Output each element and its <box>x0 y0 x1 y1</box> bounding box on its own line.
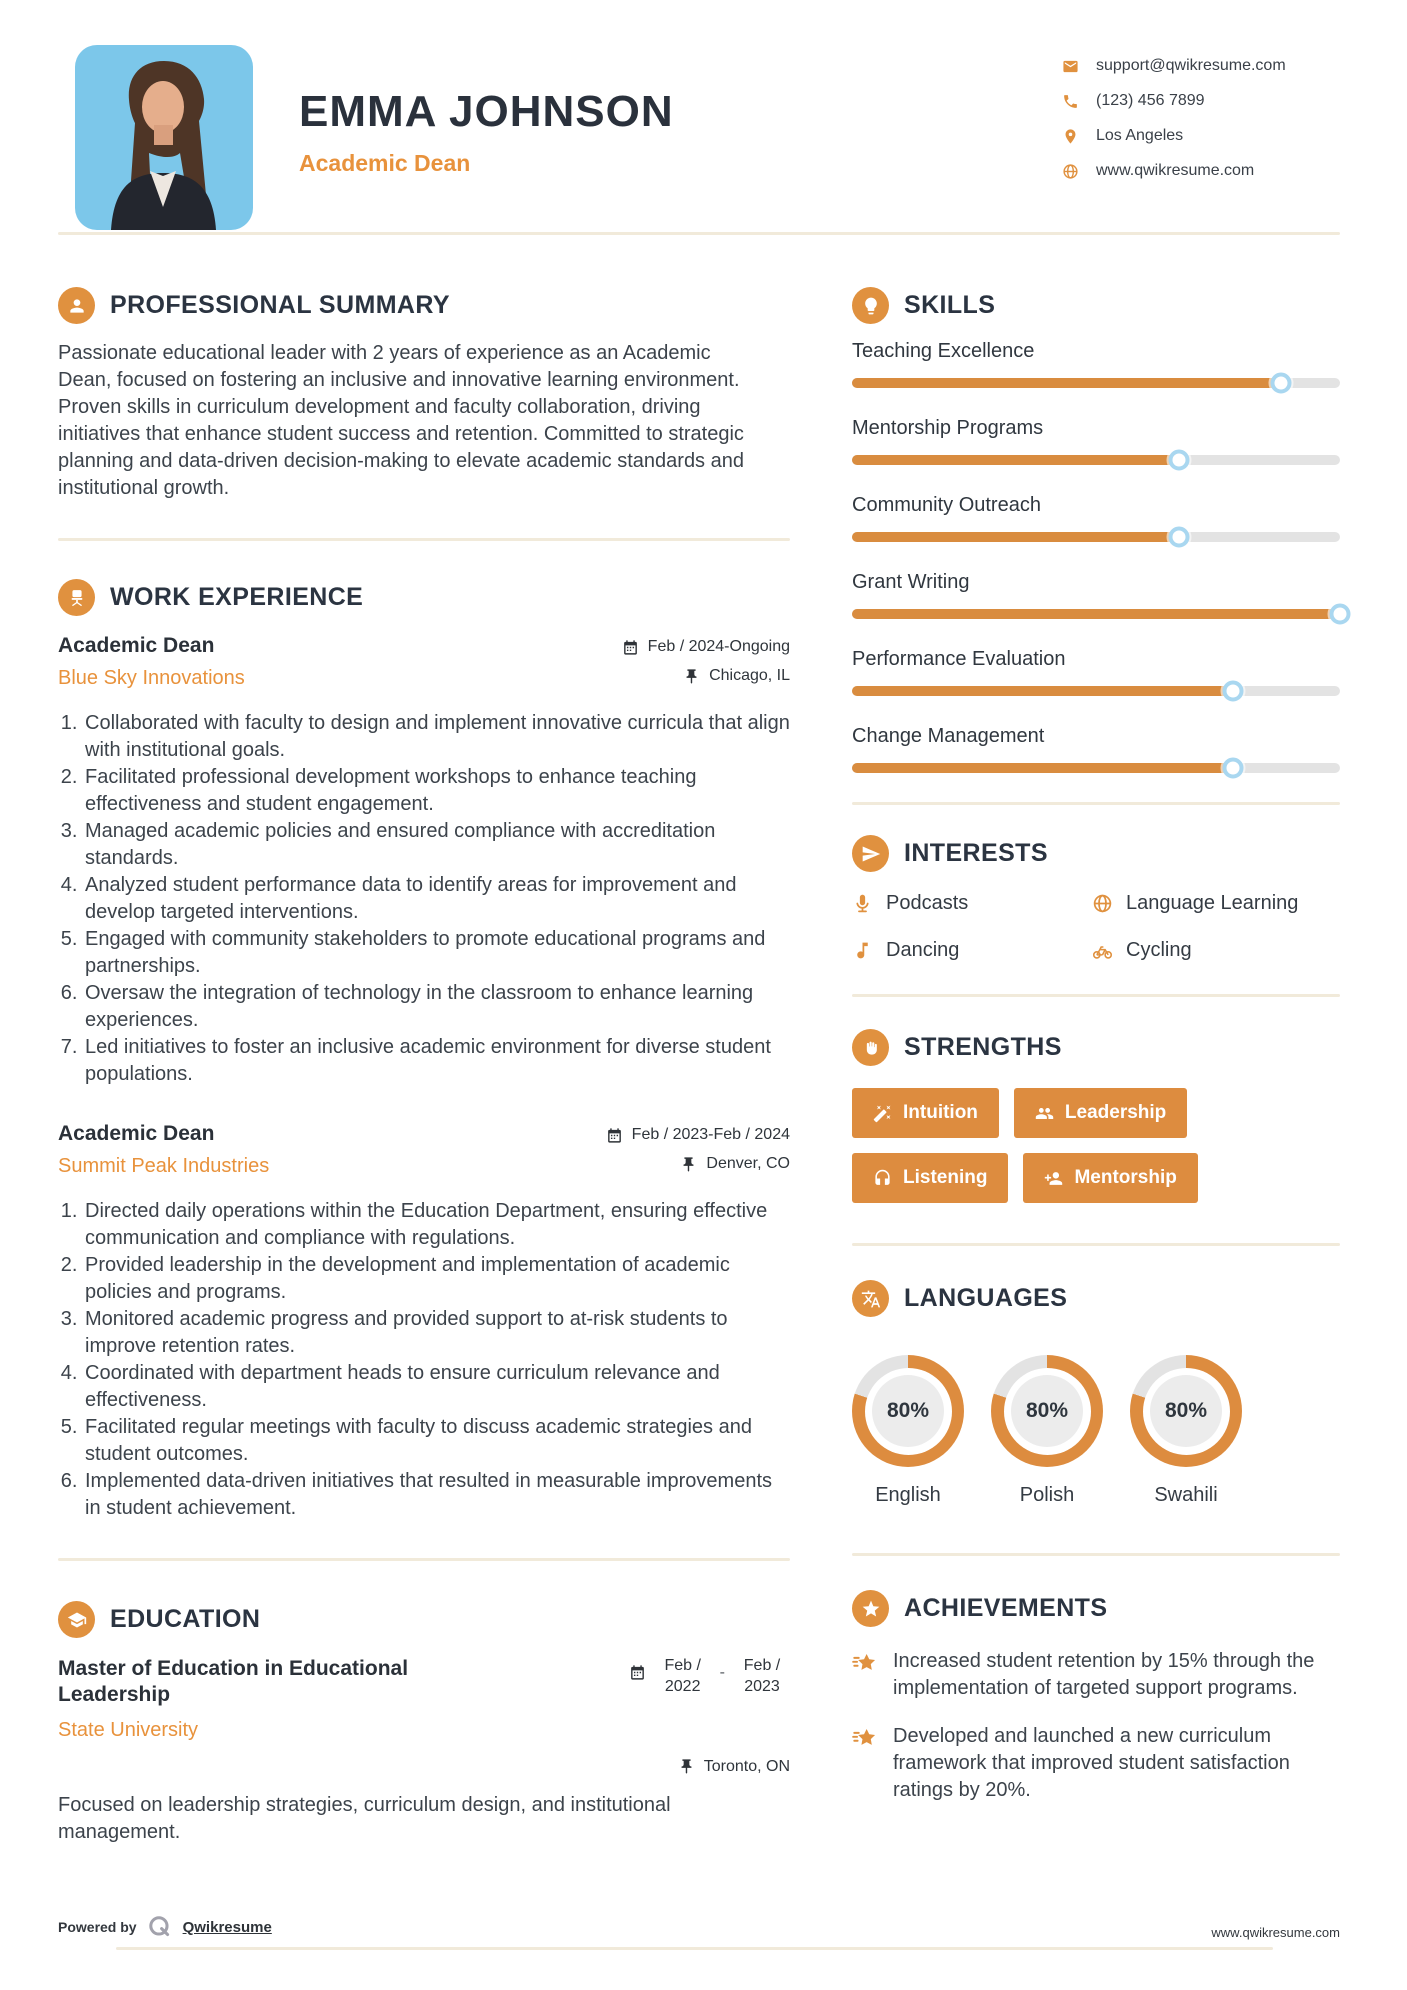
interest-item <box>1092 939 1340 962</box>
skills-divider <box>852 802 1340 805</box>
person-job-title: Academic Dean <box>299 150 471 176</box>
strengths-heading-row <box>852 1029 1340 1066</box>
language-item <box>1130 1355 1242 1507</box>
shooting-star-icon <box>852 1725 879 1752</box>
lightbulb-icon <box>852 287 889 324</box>
bullet-item: 2. Facilitated professional development workshops to enhance teaching effectiveness and student engagement. <box>83 764 790 818</box>
strengths-divider <box>852 1243 1340 1246</box>
language-percent: 80% <box>1150 1375 1222 1447</box>
language-percent: 80% <box>1011 1375 1083 1447</box>
job-location: Chicago, IL <box>709 667 790 684</box>
contact-website[interactable]: www.qwikresume.com <box>1096 162 1255 179</box>
pushpin-icon <box>678 1758 695 1775</box>
skill-slider <box>852 763 1340 773</box>
job-header <box>58 634 790 690</box>
job-title-block <box>58 634 245 690</box>
strength-chip <box>852 1088 999 1138</box>
strength-label: Mentorship <box>1074 1167 1177 1188</box>
contact-email-row <box>1062 57 1340 75</box>
bullet-item: 3. Managed academic policies and ensured compliance with accreditation standards. <box>83 818 790 872</box>
achievements-heading-row <box>852 1590 1340 1627</box>
skill-knob <box>1168 450 1189 471</box>
job-entry <box>58 634 790 1088</box>
education-heading-row <box>58 1601 790 1638</box>
location-icon <box>1062 128 1079 145</box>
job-company: Blue Sky Innovations <box>58 667 245 689</box>
content-columns <box>0 235 1407 1846</box>
pushpin-icon <box>683 668 700 685</box>
job-meta <box>606 1122 790 1173</box>
skill-fill <box>852 455 1179 465</box>
microphone-icon <box>852 893 873 914</box>
job-title-block <box>58 1122 269 1178</box>
bullet-item: 1. Collaborated with faculty to design and implement innovative curricula that align with institutional goals. <box>83 710 790 764</box>
achievements-heading: ACHIEVEMENTS <box>904 1594 1108 1622</box>
bullet-item: 7. Led initiatives to foster an inclusive academic environment for diverse student populations. <box>83 1034 790 1088</box>
summary-divider <box>58 538 790 541</box>
achievement-item <box>852 1723 1340 1804</box>
skill-knob <box>1271 373 1292 394</box>
language-percent: 80% <box>872 1375 944 1447</box>
qwikresume-link[interactable]: Qwikresume <box>182 1918 272 1936</box>
portrait-illustration <box>75 45 253 230</box>
calendar-icon <box>622 639 639 656</box>
bullet-item: 5. Engaged with community stakeholders to promote educational programs and partnerships. <box>83 926 790 980</box>
skill-fill <box>852 532 1179 542</box>
job-dates-row <box>606 1126 790 1144</box>
skill-label: Change Management <box>852 725 1045 747</box>
contact-location-row <box>1062 127 1340 145</box>
job-entry <box>58 1122 790 1522</box>
contact-location: Los Angeles <box>1096 127 1184 144</box>
calendar-icon <box>606 1127 623 1144</box>
profile-photo <box>75 45 253 230</box>
bullet-item: 3. Monitored academic progress and provided support to at-risk students to improve retention rates. <box>83 1306 790 1360</box>
star-icon <box>852 1590 889 1627</box>
skill-fill <box>852 609 1340 619</box>
strengths-heading: STRENGTHS <box>904 1033 1062 1061</box>
languages-heading-row <box>852 1280 1340 1317</box>
skills-heading: SKILLS <box>904 291 996 319</box>
phone-icon <box>1062 93 1079 110</box>
skill-row <box>852 571 1340 619</box>
languages-divider <box>852 1553 1340 1556</box>
language-name: Swahili <box>1154 1484 1218 1506</box>
language-item <box>852 1355 964 1507</box>
interest-label: Cycling <box>1126 939 1192 961</box>
skill-row <box>852 494 1340 542</box>
right-column <box>852 235 1340 1846</box>
job-location: Denver, CO <box>706 1155 790 1172</box>
people-icon <box>1035 1104 1054 1123</box>
job-location-row <box>622 667 790 685</box>
education-description: Focused on leadership strategies, curriculum design, and institutional management. <box>58 1793 671 1843</box>
strength-chip <box>1014 1088 1187 1138</box>
contact-list <box>1062 45 1340 232</box>
skill-fill <box>852 686 1233 696</box>
contact-website-row <box>1062 162 1340 180</box>
bullet-item: 4. Coordinated with department heads to ensure curriculum relevance and effectiveness. <box>83 1360 790 1414</box>
paper-plane-icon <box>852 835 889 872</box>
bullet-item: 4. Analyzed student performance data to identify areas for improvement and develop targeted interventions. <box>83 872 790 926</box>
skill-slider <box>852 532 1340 542</box>
language-name: English <box>875 1484 941 1506</box>
bullet-item: 6. Oversaw the integration of technology in the classroom to enhance learning experiences. <box>83 980 790 1034</box>
achievement-text: Developed and launched a new curriculum framework that improved student satisfaction ratings by 20%. <box>893 1725 1290 1801</box>
strength-chip <box>1023 1153 1197 1203</box>
skill-slider <box>852 455 1340 465</box>
education-date-separator: - <box>719 1664 725 1681</box>
education-heading: EDUCATION <box>110 1605 261 1633</box>
section-achievements <box>852 1590 1340 1804</box>
wand-icon <box>873 1104 892 1123</box>
job-header <box>58 1122 790 1178</box>
bicycle-icon <box>1092 940 1113 961</box>
header <box>0 0 1407 232</box>
section-education <box>58 1601 790 1846</box>
headphones-icon <box>873 1169 892 1188</box>
left-column <box>58 235 790 1846</box>
skill-row <box>852 340 1340 388</box>
interests-divider <box>852 994 1340 997</box>
interest-item <box>852 939 1092 962</box>
person-icon <box>58 287 95 324</box>
job-location-row <box>606 1155 790 1173</box>
skill-row <box>852 725 1340 773</box>
person-add-icon <box>1044 1169 1063 1188</box>
interest-item <box>852 892 1092 915</box>
achievement-text: Increased student retention by 15% through the implementation of targeted support programs. <box>893 1650 1315 1699</box>
skill-label: Mentorship Programs <box>852 417 1044 439</box>
education-end-date: Feb / 2023 <box>743 1657 781 1695</box>
footer-divider <box>116 1947 1273 1950</box>
skill-row <box>852 648 1340 696</box>
strength-label: Intuition <box>903 1102 978 1123</box>
skills-heading-row <box>852 287 1340 324</box>
language-item <box>991 1355 1103 1507</box>
education-location: Toronto, ON <box>703 1757 790 1775</box>
skill-knob <box>1222 758 1243 779</box>
shooting-star-icon <box>852 1650 879 1677</box>
bullet-item: 6. Implemented data-driven initiatives that resulted in measurable improvements in student achievement. <box>83 1468 790 1522</box>
bullet-item: 1. Directed daily operations within the Education Department, ensuring effective communication and compliance with regulations. <box>83 1198 790 1252</box>
skill-knob <box>1330 604 1351 625</box>
job-title: Academic Dean <box>58 634 215 657</box>
work-divider <box>58 1558 790 1561</box>
work-heading-row <box>58 579 790 616</box>
job-dates: Feb / 2023-Feb / 2024 <box>631 1126 790 1143</box>
section-languages <box>852 1280 1340 1507</box>
education-location-row <box>58 1758 790 1776</box>
bullet-item: 2. Provided leadership in the development and implementation of academic policies and programs. <box>83 1252 790 1306</box>
strength-label: Leadership <box>1064 1102 1167 1123</box>
office-chair-icon <box>58 579 95 616</box>
fist-icon <box>852 1029 889 1066</box>
skill-label: Community Outreach <box>852 494 1041 516</box>
strength-chip <box>852 1153 1008 1203</box>
section-work-experience <box>58 579 790 1522</box>
language-progress-ring <box>991 1355 1103 1467</box>
calendar-icon <box>629 1664 646 1681</box>
section-interests <box>852 835 1340 962</box>
summary-heading: PROFESSIONAL SUMMARY <box>110 291 450 319</box>
email-icon <box>1062 58 1079 75</box>
globe-icon <box>1092 893 1113 914</box>
powered-by-label: Powered by <box>58 1919 137 1935</box>
qwikresume-logo-icon <box>147 1914 173 1940</box>
skill-label: Teaching Excellence <box>852 340 1035 362</box>
summary-heading-row <box>58 287 790 324</box>
job-dates: Feb / 2024-Ongoing <box>647 638 790 655</box>
contact-phone-row <box>1062 92 1340 110</box>
skill-label: Performance Evaluation <box>852 648 1066 670</box>
globe-icon <box>1062 163 1079 180</box>
job-meta <box>622 634 790 685</box>
achievement-item <box>852 1648 1340 1702</box>
job-dates-row <box>622 638 790 656</box>
section-professional-summary <box>58 287 790 502</box>
skill-slider <box>852 378 1340 388</box>
interests-heading-row <box>852 835 1340 872</box>
education-header <box>58 1656 790 1709</box>
contact-phone: (123) 456 7899 <box>1096 92 1205 109</box>
job-company: Summit Peak Industries <box>58 1155 270 1177</box>
music-note-icon <box>852 940 873 961</box>
degree-title: Master of Education in Educational Leadership <box>58 1657 409 1707</box>
job-bullet-list <box>58 1198 790 1522</box>
education-start-date: Feb / 2022 <box>664 1657 701 1695</box>
graduation-cap-icon <box>58 1601 95 1638</box>
education-dates-row <box>629 1656 790 1709</box>
interest-label: Dancing <box>886 939 960 961</box>
pushpin-icon <box>680 1156 697 1173</box>
contact-email[interactable]: support@qwikresume.com <box>1096 57 1286 74</box>
languages-heading: LANGUAGES <box>904 1284 1068 1312</box>
job-title: Academic Dean <box>58 1122 215 1145</box>
work-heading: WORK EXPERIENCE <box>110 583 364 611</box>
job-bullet-list <box>58 710 790 1088</box>
section-strengths <box>852 1029 1340 1203</box>
language-name: Polish <box>1019 1484 1075 1506</box>
skill-slider <box>852 686 1340 696</box>
strengths-chips <box>852 1088 1224 1203</box>
interests-heading: INTERESTS <box>904 839 1048 867</box>
skill-label: Grant Writing <box>852 571 970 593</box>
skill-fill <box>852 378 1281 388</box>
interests-grid <box>852 892 1340 962</box>
strength-label: Listening <box>903 1167 988 1188</box>
powered-by-block <box>58 1914 272 1940</box>
skill-knob <box>1168 527 1189 548</box>
identity-block <box>299 45 674 232</box>
skill-knob <box>1222 681 1243 702</box>
footer-website: www.qwikresume.com <box>1211 1925 1340 1940</box>
section-skills <box>852 287 1340 773</box>
skill-fill <box>852 763 1233 773</box>
skill-row <box>852 417 1340 465</box>
summary-text: Passionate educational leader with 2 years of experience as an Academic Dean, focused on fostering an inclusive and innovative learning environment. Proven skills in curriculum development and faculty collaboration, driving initiatives that enhance student success and retention. Committed to strategic planning and data-driven decision-making to elevate academic standards and institutional growth. <box>58 342 744 499</box>
education-school: State University <box>58 1718 199 1741</box>
language-rings <box>852 1355 1340 1507</box>
translate-icon <box>852 1280 889 1317</box>
interest-label: Language Learning <box>1126 892 1299 914</box>
skill-slider <box>852 609 1340 619</box>
person-name: EMMA JOHNSON <box>299 87 674 136</box>
interest-label: Podcasts <box>886 892 969 914</box>
interest-item <box>1092 892 1340 915</box>
bullet-item: 5. Facilitated regular meetings with faculty to discuss academic strategies and student outcomes. <box>83 1414 790 1468</box>
language-progress-ring <box>1130 1355 1242 1467</box>
language-progress-ring <box>852 1355 964 1467</box>
footer <box>58 1914 1340 1940</box>
